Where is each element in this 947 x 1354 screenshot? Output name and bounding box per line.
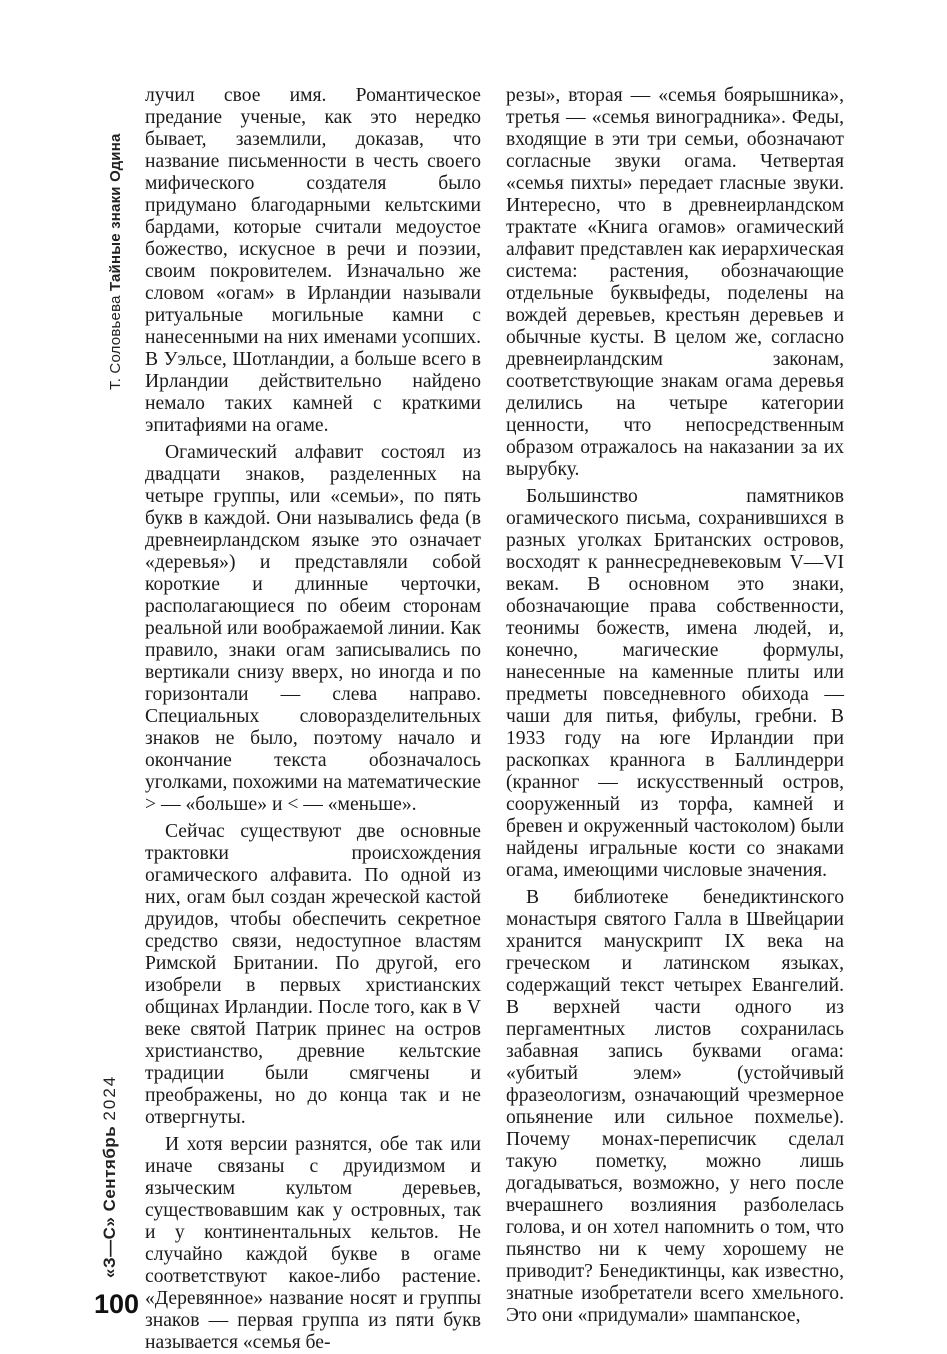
- paragraph: резы», вторая — «семья боярышника», третья — «семья виноградника». Феды, входящие в эти три семьи, обозначают согласные звуки огама. Четвертая «семья пихты» передает гласные звуки. Интересно, что в древнеирландском трактате «Книга огамов» огамический алфавит представлен как иерархическая система: растения, обозначающие отдельные буквыфеды, поделены на вождей деревьев, крестьян деревьев и обычные кусты. В целом же, согласно древнеирландским законам, соответствующие знакам огама деревья делились на четыре категории ценности, что непосредственным образом отражалось на наказании за их вырубку.: [506, 85, 844, 480]
- page-number: 100: [94, 1289, 140, 1319]
- paragraph: лучил свое имя. Романтическое предание ученые, как это нередко бывает, заземлили, доказав, что название письменности в честь своего мифического создателя было придумано благодарными кельтскими бардами, которые считали медоустое божество, искусное в речи и поэзии, своим покровителем. Изначально же словом «огам» в Ирландии называли ритуальные могильные камни с нанесенными на них именами усопших. В Уэльсе, Шотландии, а больше всего в Ирландии действительно найдено немало таких камней с краткими эпитафиями на огаме.: [145, 85, 481, 436]
- paragraph: Сейчас существуют две основные трактовки происхождения огамического алфавита. По одной из них, огам был создан жреческой кастой друидов, чтобы обеспечить секретное средство связи, недоступное властям Римской Британии. По другой, его изобрели в первых христианских общинах Ирландии. После того, как в V веке святой Патрик принес на остров христианство, древние кельтские традиции были смягчены и преображены, но до конца так и не отвергнуты.: [145, 821, 481, 1128]
- text-column-left: [145, 85, 481, 1354]
- journal-year: 2024: [100, 1074, 119, 1121]
- running-head: [107, 133, 124, 390]
- paragraph: Огамический алфавит состоял из двадцати знаков, разделенных на четыре группы, или «семьи», по пять букв в каждой. Они назывались феда (в древнеирландском языке это означает «деревья») и представляли собой короткие и длинные черточки, располагающиеся по обеим сторонам реальной или воображаемой линии. Как правило, знаки огам записывались по вертикали снизу вверх, но иногда и по горизонтали — слева направо. Специальных словоразделительных знаков не было, поэтому начало и окончание текста обозначалось уголками, похожими на математические > — «больше» и < — «меньше».: [145, 442, 481, 815]
- paragraph: В библиотеке бенедиктинского монастыря святого Галла в Швейцарии хранится манускрипт IX века на греческом и латинском языках, содержащий текст четырех Евангелий. В верхней части одного из пергаментных листов сохранилась забавная запись буквами огама: «убитый элем» (устойчивый фразеологизм, означающий чрезмерное опьянение или сильное похмелье). Почему монах-переписчик сделал такую пометку, можно лишь догадываться, возможно, у него после вчерашнего возлияния разболелась голова, и он хотел напомнить о том, что пьянство ни к чему хорошему не приводит? Бенедиктинцы, как известно, знатные изобретатели всего хмельного. Это они «придумали» шампанское,: [506, 887, 844, 1326]
- running-head-title: Тайные знаки Одина: [107, 133, 124, 291]
- text-column-right: [506, 85, 844, 1327]
- journal-line: [100, 1075, 120, 1278]
- paragraph: Большинство памятников огамического письма, сохранившихся в разных уголках Британских островов, восходят к раннесредневековым V—VI векам. В основном это знаки, обозначающие права собственности, теонимы божеств, имена людей, и, конечно, магические формулы, нанесенные на каменные плиты или предметы повседневного обихода — чаши для питья, фибулы, гребни. В 1933 году на юге Ирландии при раскопках кранногa в Баллиндерри (кранног — искусственный остров, сооруженный из торфа, камней и бревен и окруженный частоколом) были найдены игральные кости со знаками огама, имеющими числовые значения.: [506, 486, 844, 881]
- running-head-author: Т. Соловьева: [107, 295, 124, 390]
- journal-name: «З—С»: [100, 1216, 119, 1278]
- journal-month: Сентябрь: [100, 1125, 119, 1212]
- paragraph: И хотя версии разнятся, обе так или иначе связаны с друидизмом и языческим культом деревьев, существовавшим как у островных, так и у континентальных кельтов. Не случайно каждой букве в огаме соответствуют какое-либо растение. «Деревянное» название носят и группы знаков — первая группа из пяти букв называется «семья бе-: [145, 1134, 481, 1353]
